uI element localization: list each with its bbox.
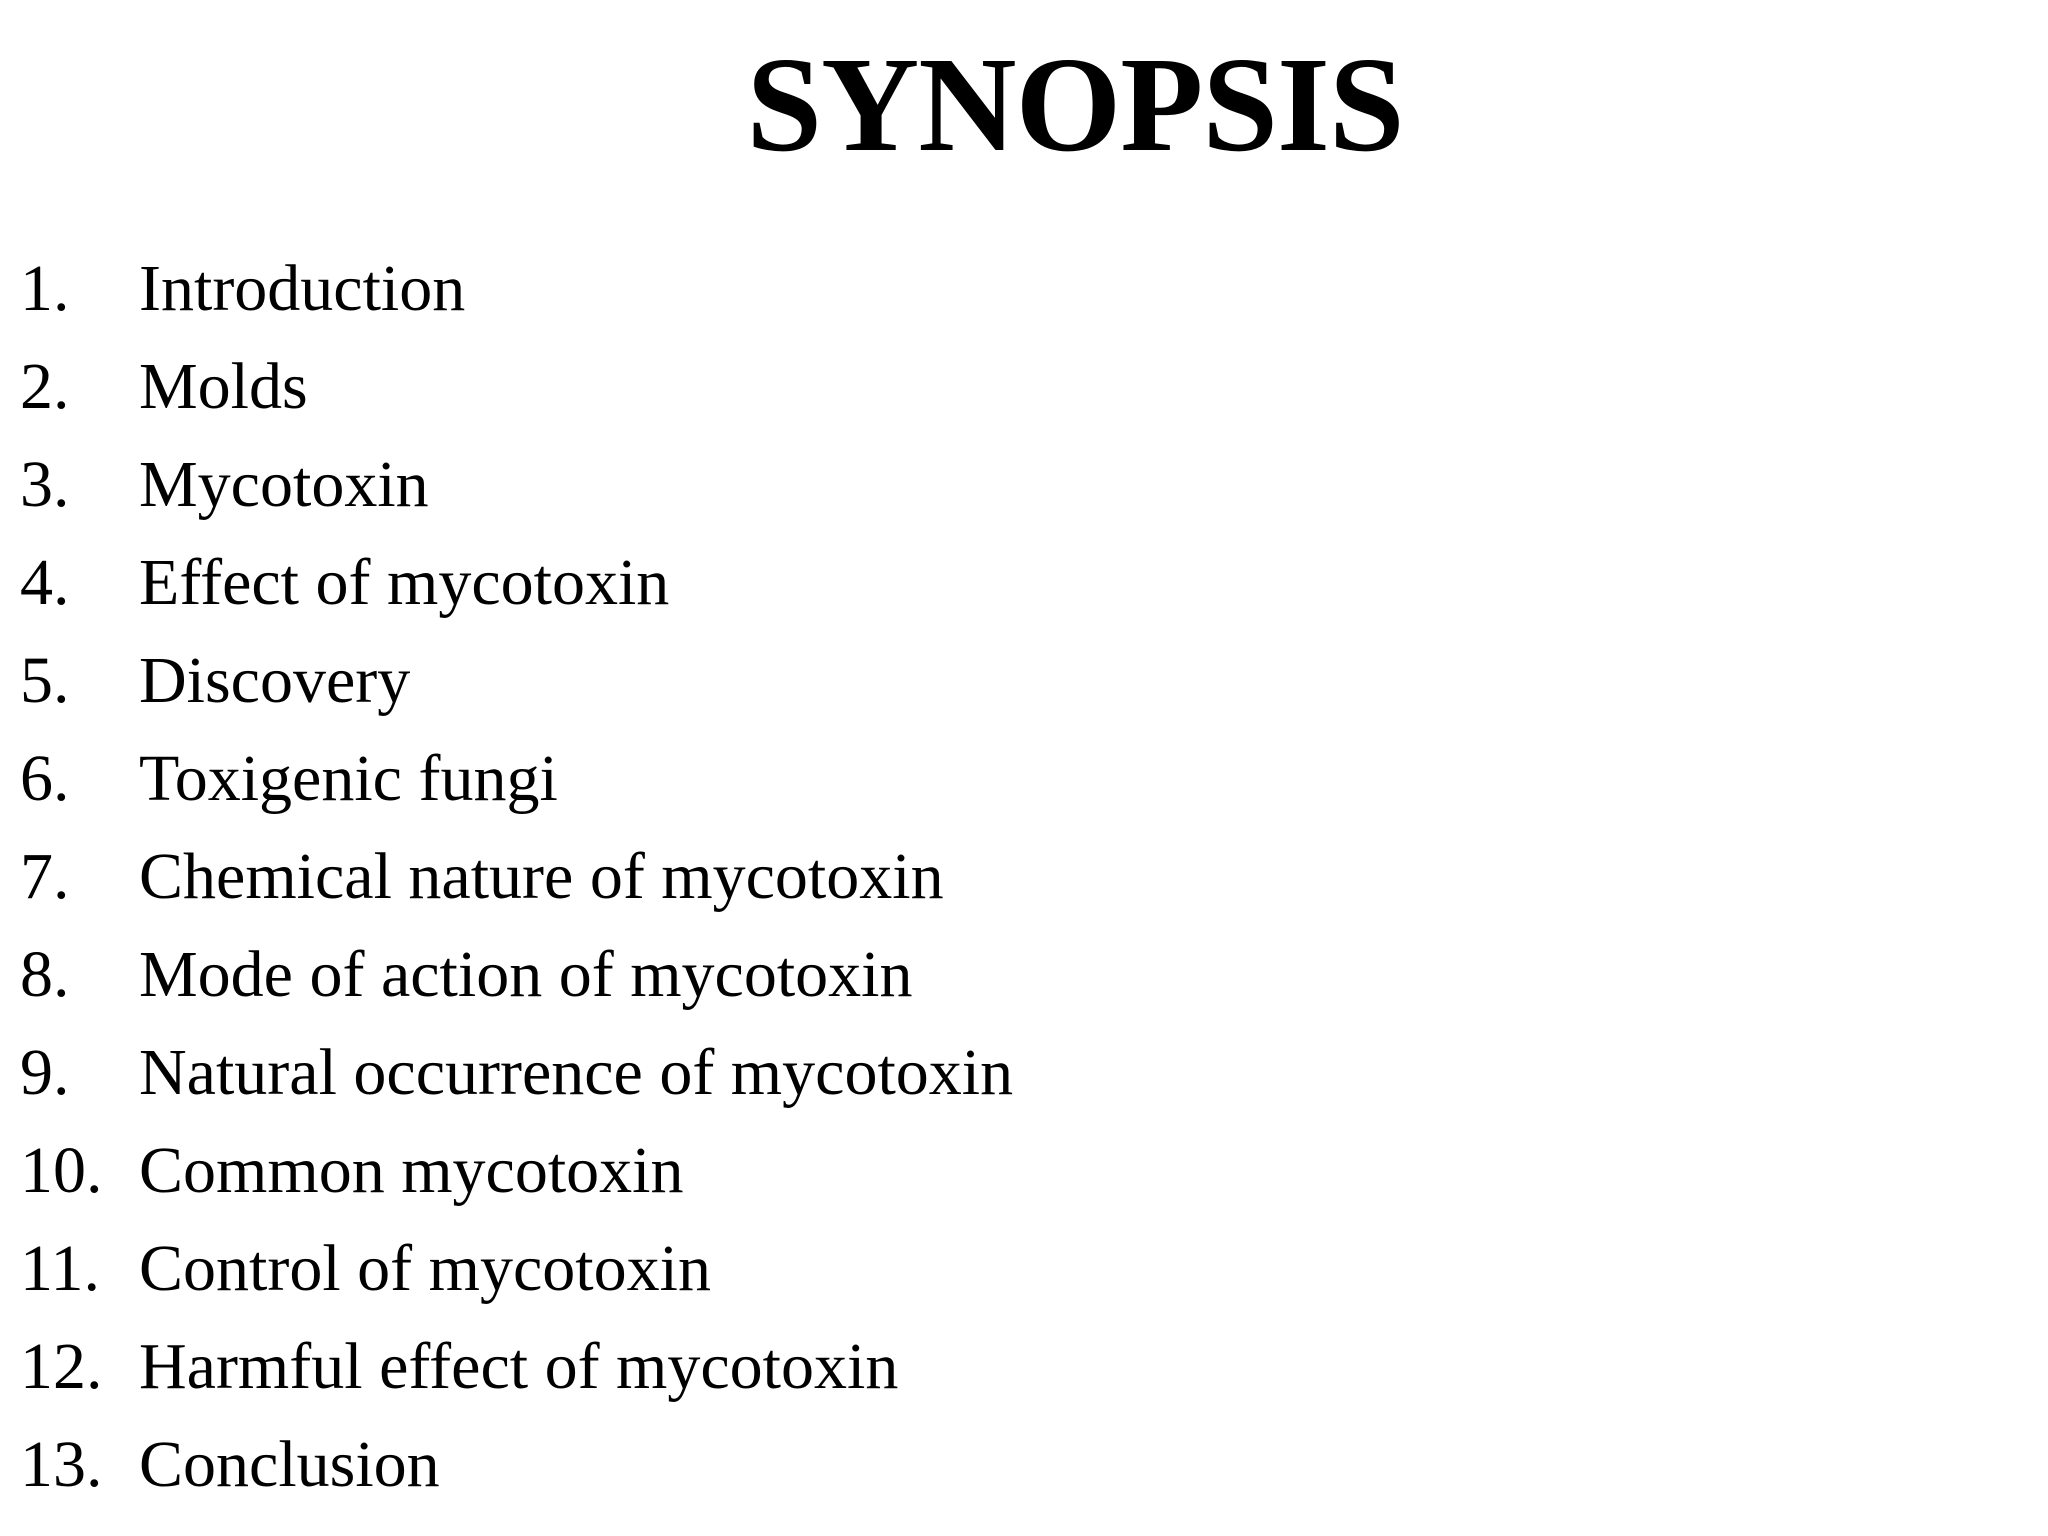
- list-item-label: Natural occurrence of mycotoxin: [139, 1036, 1014, 1109]
- list-item-label: Introduction: [139, 252, 466, 325]
- list-item-label: Mycotoxin: [139, 448, 429, 521]
- list-item-label: Common mycotoxin: [139, 1134, 684, 1207]
- list-item-number: 2.: [20, 350, 70, 423]
- list-item-label: Chemical nature of mycotoxin: [139, 840, 944, 913]
- list-item-number: 9.: [20, 1036, 70, 1109]
- list-item-label: Control of mycotoxin: [139, 1232, 711, 1305]
- list-item-number: 7.: [20, 840, 70, 913]
- list-item-number: 1.: [20, 252, 70, 325]
- list-item-label: Mode of action of mycotoxin: [139, 938, 913, 1011]
- list-item-label: Molds: [139, 350, 308, 423]
- list-item-number: 4.: [20, 546, 70, 619]
- list-item-number: 12.: [20, 1330, 103, 1403]
- list-item-number: 5.: [20, 644, 70, 717]
- list-item-number: 13.: [20, 1428, 103, 1501]
- list-item-label: Discovery: [139, 644, 411, 717]
- list-item-number: 8.: [20, 938, 70, 1011]
- list-item-label: Effect of mycotoxin: [139, 546, 670, 619]
- list-item-number: 11.: [20, 1232, 101, 1305]
- list-item-number: 3.: [20, 448, 70, 521]
- list-item-label: Toxigenic fungi: [139, 742, 558, 815]
- list-item-label: Harmful effect of mycotoxin: [139, 1330, 899, 1403]
- slide-title: SYNOPSIS: [746, 30, 1404, 180]
- list-item-number: 10.: [20, 1134, 103, 1207]
- list-item-label: Conclusion: [139, 1428, 440, 1501]
- list-item-number: 6.: [20, 742, 70, 815]
